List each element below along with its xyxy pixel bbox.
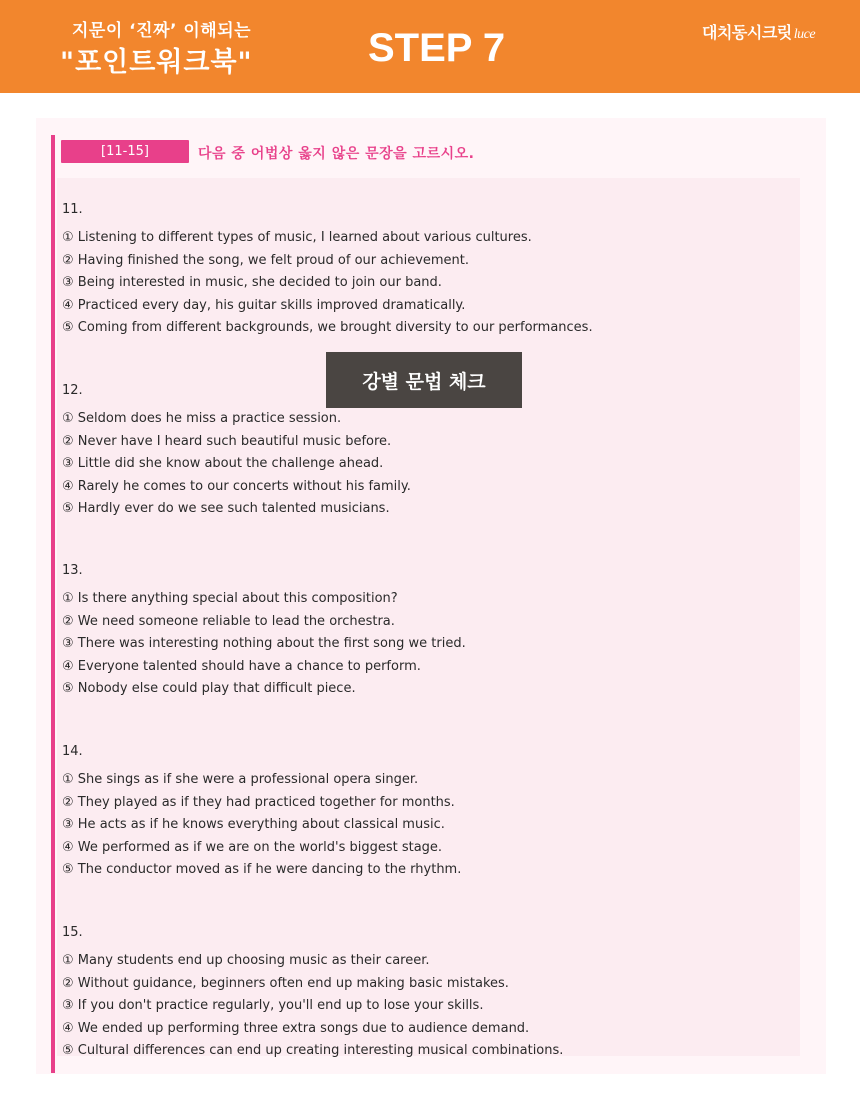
option-5: ⑤ Coming from different backgrounds, we brought diversity to our performances.	[62, 320, 593, 335]
option-1: ① Many students end up choosing music as their career.	[62, 953, 430, 968]
option-1: ① Seldom does he miss a practice session.	[62, 411, 342, 426]
question-11	[62, 202, 593, 340]
option-4: ④ We performed as if we are on the world's biggest stage.	[62, 839, 443, 855]
question-14	[62, 744, 461, 882]
question-number: 14.	[62, 744, 83, 759]
option-4: ④ We ended up performing three extra songs due to audience demand.	[62, 1020, 530, 1036]
instruction-text: 다음 중 어법상 옳지 않은 문장을 고르시오.	[198, 146, 475, 162]
option-2: ② We need someone reliable to lead the orchestra.	[62, 613, 395, 629]
option-4: ④ Rarely he comes to our concerts without his family.	[62, 478, 411, 494]
option-4: ④ Everyone talented should have a chance to perform.	[62, 658, 421, 674]
option-5: ⑤ The conductor moved as if he were dancing to the rhythm.	[62, 862, 462, 877]
option-2: ② Having finished the song, we felt proud of our achievement.	[62, 252, 470, 268]
question-number: 12.	[62, 383, 83, 398]
option-3: ③ There was interesting nothing about the first song we tried.	[62, 636, 466, 651]
step-label: STEP 7	[368, 26, 506, 70]
question-range-badge: [11-15]	[61, 140, 189, 163]
series-title: "포인트워크북"	[60, 47, 253, 78]
grammar-check-label: 강별 문법 체크	[326, 352, 522, 408]
option-1: ① Is there anything special about this composition?	[62, 591, 398, 606]
option-1: ① Listening to different types of music, I learned about various cultures.	[62, 230, 532, 245]
option-3: ③ Little did she know about the challenge ahead.	[62, 456, 384, 471]
brand-name: 대치동시크릿	[702, 23, 792, 42]
option-3: ③ If you don't practice regularly, you'll end up to lose your skills.	[62, 998, 484, 1013]
option-3: ③ Being interested in music, she decided to join our band.	[62, 275, 442, 290]
option-5: ⑤ Hardly ever do we see such talented musicians.	[62, 501, 390, 516]
option-2: ② Never have I heard such beautiful music before.	[62, 433, 392, 449]
question-number: 13.	[62, 563, 83, 578]
option-5: ⑤ Cultural differences can end up creating interesting musical combinations.	[62, 1043, 564, 1058]
option-2: ② They played as if they had practiced together for months.	[62, 794, 455, 810]
question-number: 15.	[62, 925, 83, 940]
option-3: ③ He acts as if he knows everything about classical music.	[62, 817, 445, 832]
series-subtitle: 지문이 ‘진짜’ 이해되는	[72, 21, 252, 41]
accent-line	[51, 135, 55, 1073]
option-4: ④ Practiced every day, his guitar skills improved dramatically.	[62, 297, 466, 313]
question-15	[62, 925, 563, 1063]
brand-logo	[702, 20, 815, 43]
header-bar	[0, 0, 860, 93]
brand-script: luce	[793, 27, 816, 42]
option-5: ⑤ Nobody else could play that difficult piece.	[62, 681, 356, 696]
option-1: ① She sings as if she were a professional opera singer.	[62, 772, 419, 787]
option-2: ② Without guidance, beginners often end up making basic mistakes.	[62, 975, 509, 991]
question-number: 11.	[62, 202, 83, 217]
question-13	[62, 563, 466, 701]
